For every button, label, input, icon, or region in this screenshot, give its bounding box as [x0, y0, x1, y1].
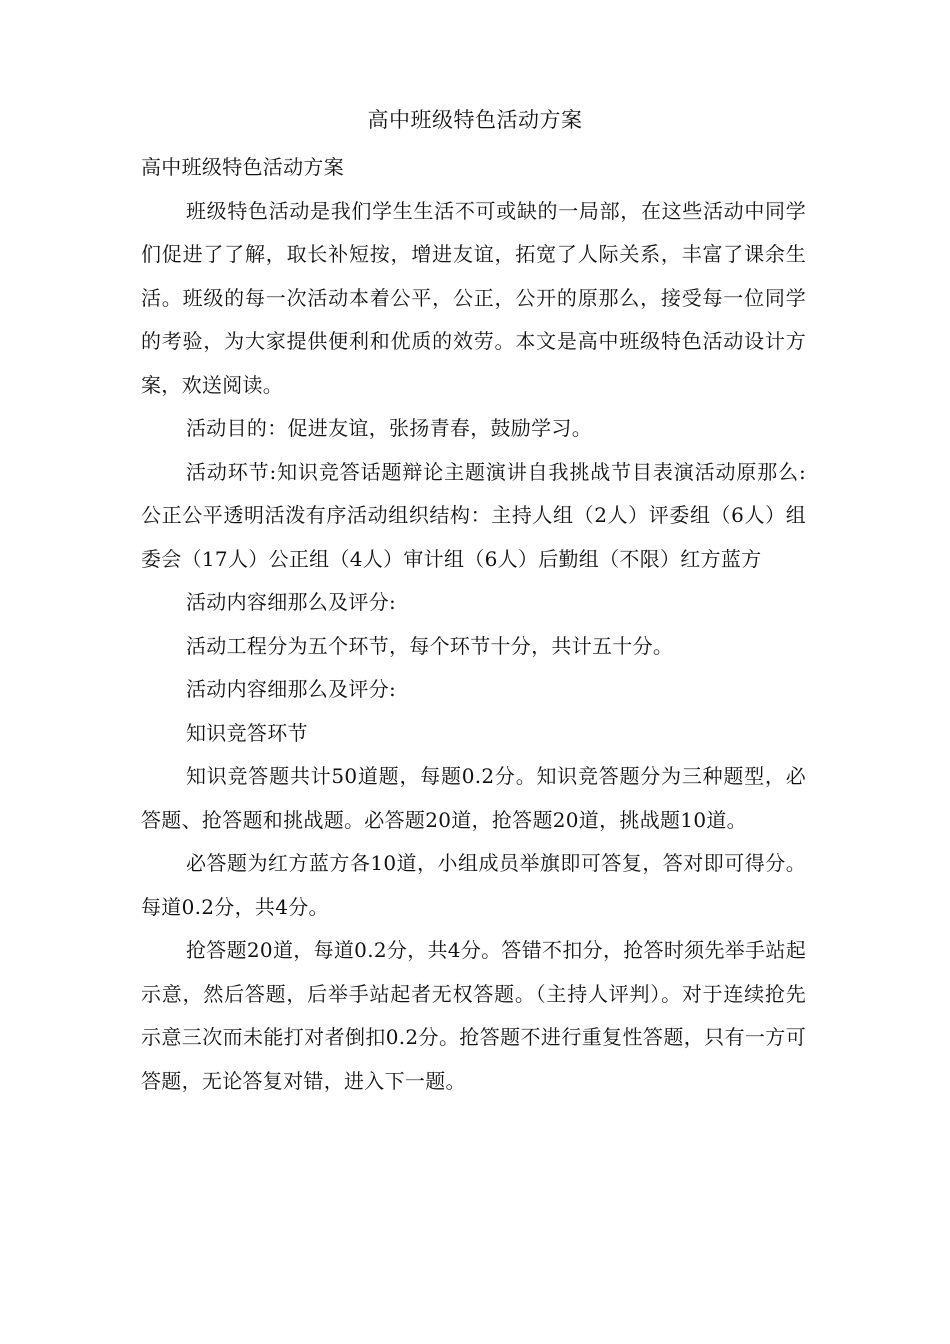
subtitle-paragraph: 高中班级特色活动方案 — [141, 155, 344, 179]
quiz-overview-paragraph: 知识竞答题共计50道题，每题0.2分。知识竞答题分为三种题型，必答题、抢答题和挑战题。必答题20道，抢答题20道，挑战题10道。 — [141, 764, 806, 832]
intro-paragraph: 班级特色活动是我们学生生活不可或缺的一局部，在这些活动中同学们促进了了解，取长补短按，增进友谊，拓宽了人际关系，丰富了课余生活。班级的每一次活动本着公平，公正，公开的原那么，接受每一位同学的考验，为大家提供便利和优质的效劳。本文是高中班级特色活动设计方案，欢送阅读。 — [141, 198, 806, 397]
sections-paragraph: 活动环节:知识竞答话题辩论主题演讲自我挑战节目表演活动原那么:公正公平透明活泼有序活动组织结构：主持人组（2人）评委组（6人）组委会（17人）公正组（4人）审计组（6人）后勤组（不限）红方蓝方 — [141, 459, 806, 571]
document-body — [141, 146, 806, 1103]
scoring-heading-paragraph-2: 活动内容细那么及评分: — [186, 677, 397, 701]
required-questions-paragraph: 必答题为红方蓝方各10道，小组成员举旗即可答复，答对即可得分。每道0.2分，共4分。 — [141, 851, 806, 919]
buzzer-questions-paragraph: 抢答题20道，每道0.2分，共4分。答错不扣分，抢答时须先举手站起示意，然后答题，后举手站起者无权答题。（主持人评判）。对于连续抢先示意三次而未能打对者倒扣0.2分。抢答题不进行重复性答题，只有一方可答题，无论答复对错，进入下一题。 — [141, 938, 806, 1093]
quiz-section-heading: 知识竞答环节 — [186, 720, 308, 745]
purpose-paragraph: 活动目的：促进友谊，张扬青春，鼓励学习。 — [186, 416, 592, 440]
scoring-heading-paragraph: 活动内容细那么及评分: — [186, 590, 397, 614]
document-title: 高中班级特色活动方案 — [367, 108, 583, 132]
project-paragraph: 活动工程分为五个环节，每个环节十分，共计五十分。 — [186, 633, 674, 658]
